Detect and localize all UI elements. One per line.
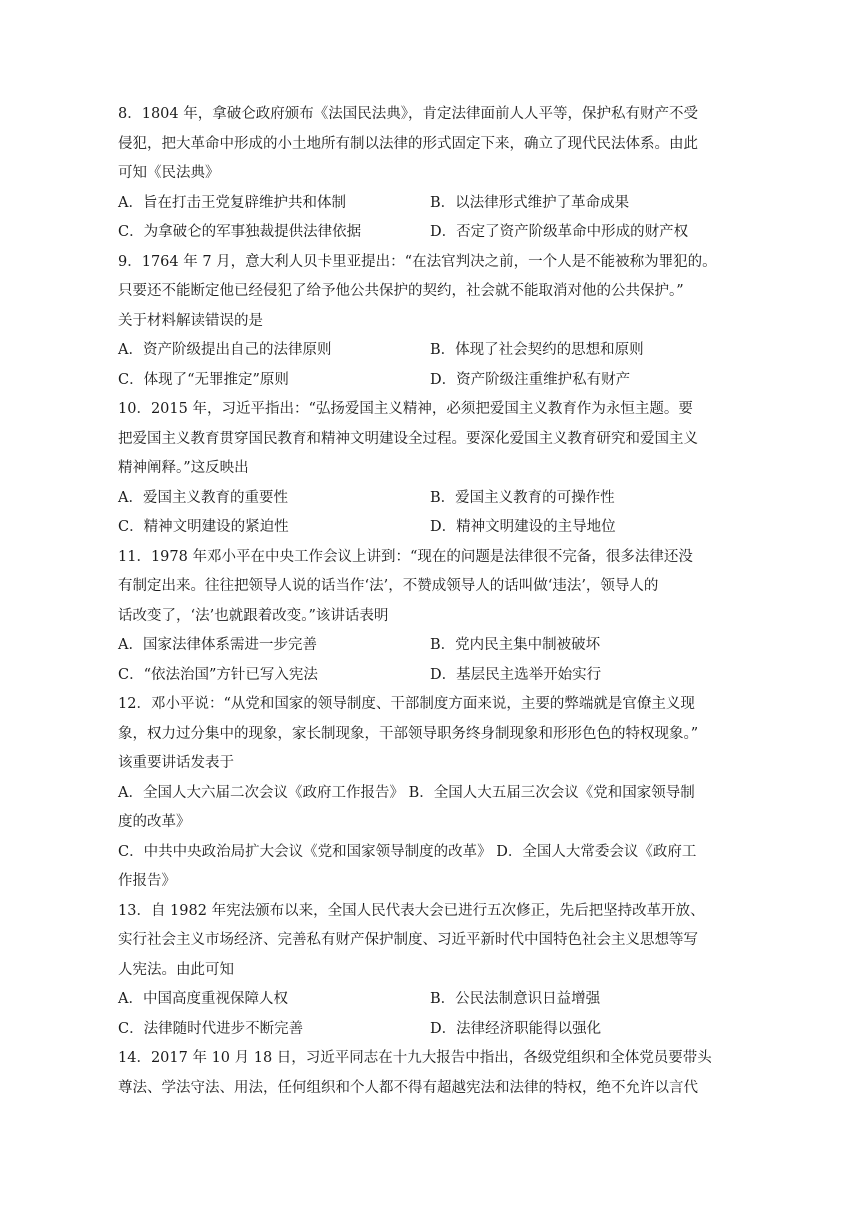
option-c: C．“依法治国”方针已写入宪法 xyxy=(118,667,318,683)
question-stem-line: 该重要讲话发表于 xyxy=(118,755,234,771)
question-stem-line: 实行社会主义市场经济、完善私有财产保护制度、习近平新时代中国特色社会主义思想等写 xyxy=(118,932,698,948)
option-c: C．法律随时代进步不断完善 xyxy=(118,1021,304,1037)
question-stem-line: 象，权力过分集中的现象，家长制现象，干部领导职务终身制现象和形形色色的特权现象。” xyxy=(118,726,699,742)
question-stem-line: 话改变了，‘法’也就跟着改变。”该讲话表明 xyxy=(118,608,389,624)
option-c: C．体现了“无罪推定”原则 xyxy=(118,372,289,388)
question-stem-line: 有制定出来。往往把领导人说的话当作‘法’，不赞成领导人的话叫做‘违法’，领导人的 xyxy=(118,578,659,594)
option-d: D．精神文明建设的主导地位 xyxy=(430,519,616,535)
question-stem-line: 13．自 1982 年宪法颁布以来，全国人民代表大会已进行五次修正，先后把坚持改革开放、 xyxy=(118,903,705,919)
question-stem-line: 11．1978 年邓小平在中央工作会议上讲到：“现在的问题是法律很不完备，很多法律还没 xyxy=(118,549,693,565)
option-line: C．中共中央政治局扩大会议《党和国家领导制度的改革》 D．全国人大常委会议《政府工 xyxy=(118,844,697,860)
question-stem-line: 精神阐释。”这反映出 xyxy=(118,460,249,476)
question-stem-line: 只要还不能断定他已经侵犯了给予他公共保护的契约，社会就不能取消对他的公共保护。” xyxy=(118,283,684,299)
option-d: D．法律经济职能得以强化 xyxy=(430,1021,602,1037)
question-stem-line: 14．2017 年 10 月 18 日，习近平同志在十九大报告中指出，各级党组织和全体党员要带头 xyxy=(118,1050,712,1066)
option-line: 度的改革》 xyxy=(118,814,191,830)
option-c: C．精神文明建设的紧迫性 xyxy=(118,519,289,535)
question-stem-line: 关于材料解读错误的是 xyxy=(118,313,263,329)
option-a: A．国家法律体系需进一步完善 xyxy=(118,637,317,653)
option-a: A．旨在打击王党复辟维护共和体制 xyxy=(118,195,346,211)
option-a: A．资产阶级提出自己的法律原则 xyxy=(118,342,332,358)
question-stem-line: 尊法、学法守法、用法，任何组织和个人都不得有超越宪法和法律的特权，绝不允许以言代 xyxy=(118,1080,698,1096)
option-b: B．党内民主集中制被破坏 xyxy=(430,637,601,653)
option-d: D．资产阶级注重维护私有财产 xyxy=(430,372,631,388)
option-b: B．公民法制意识日益增强 xyxy=(430,991,601,1007)
option-d: D．否定了资产阶级革命中形成的财产权 xyxy=(430,224,689,240)
option-a: A．中国高度重视保障人权 xyxy=(118,991,288,1007)
option-line: 作报告》 xyxy=(118,873,176,889)
option-d: D．基层民主选举开始实行 xyxy=(430,667,602,683)
option-b: B．体现了社会契约的思想和原则 xyxy=(430,342,644,358)
question-stem-line: 可知《民法典》 xyxy=(118,165,220,181)
question-stem-line: 侵犯，把大革命中形成的小土地所有制以法律的形式固定下来，确立了现代民法体系。由此 xyxy=(118,136,698,152)
option-b: B．以法律形式维护了革命成果 xyxy=(430,195,630,211)
question-stem-line: 人宪法。由此可知 xyxy=(118,962,234,978)
option-b: B．爱国主义教育的可操作性 xyxy=(430,490,615,506)
question-stem-line: 把爱国主义教育贯穿国民教育和精神文明建设全过程。要深化爱国主义教育研究和爱国主义 xyxy=(118,431,698,447)
question-stem-line: 12．邓小平说：“从党和国家的领导制度、干部制度方面来说，主要的弊端就是官僚主义现 xyxy=(118,696,695,712)
question-stem-line: 9．1764 年 7 月，意大利人贝卡里亚提出：“在法官判决之前，一个人是不能被称为罪犯的。 xyxy=(118,254,717,270)
option-c: C．为拿破仑的军事独裁提供法律依据 xyxy=(118,224,362,240)
question-stem-line: 10．2015 年，习近平指出：“弘扬爱国主义精神，必须把爱国主义教育作为永恒主题。要 xyxy=(118,401,693,417)
question-stem-line: 8．1804 年，拿破仑政府颁布《法国民法典》，肯定法律面前人人平等，保护私有财产不受 xyxy=(118,106,698,122)
option-line: A．全国人大六届二次会议《政府工作报告》 B．全国人大五届三次会议《党和国家领导制 xyxy=(118,785,695,801)
option-a: A．爱国主义教育的重要性 xyxy=(118,490,288,506)
